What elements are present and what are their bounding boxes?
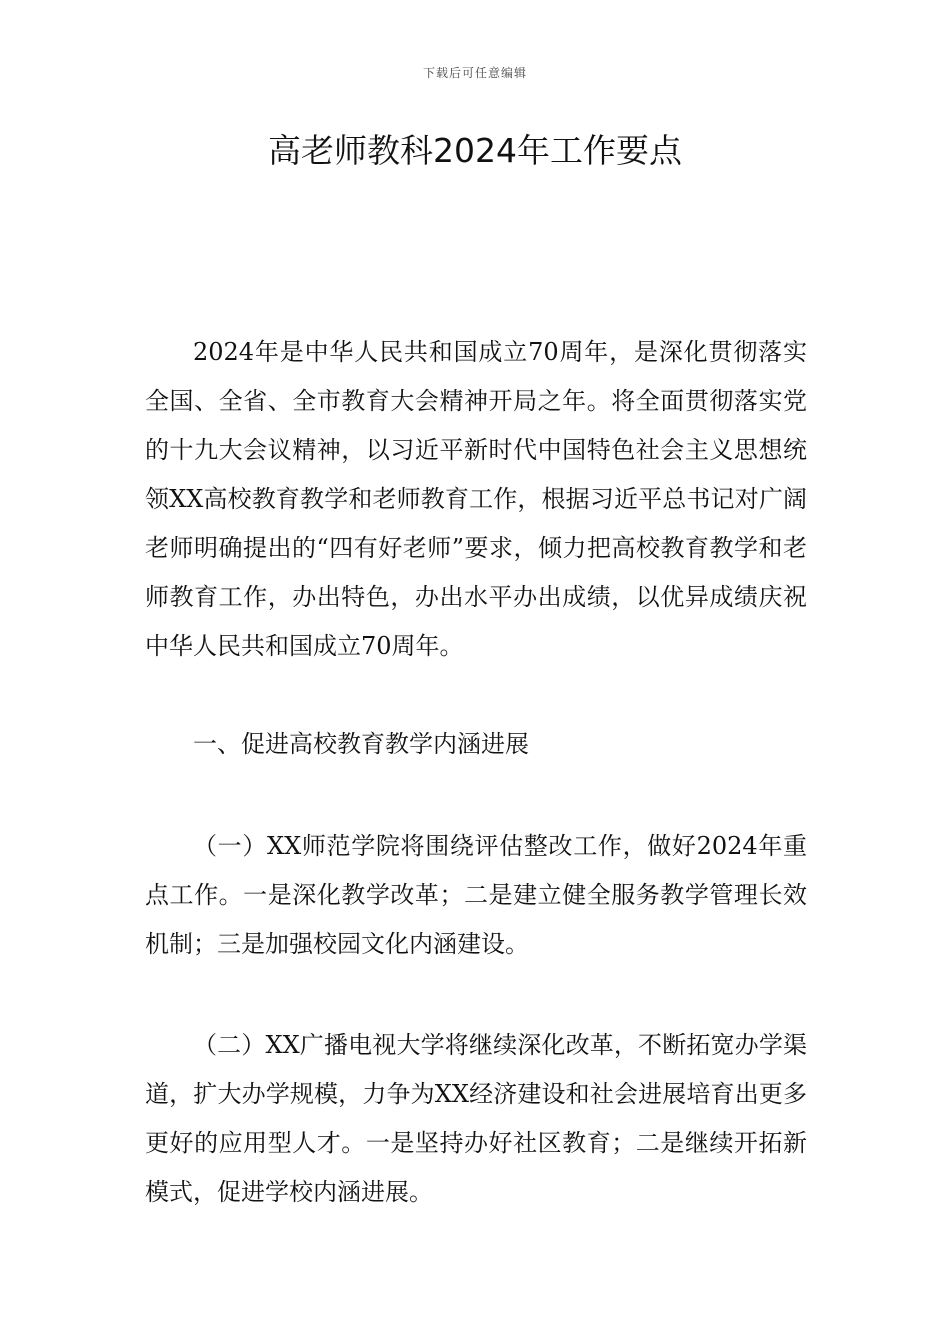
item-2-text: （二）XX广播电视大学将继续深化改革，不断拓宽办学渠道，扩大办学规模，力争为XX经济建设和社会进展培育出更多更好的应用型人才。一是坚持办好社区教育；二是继续开拓新模式，促进学校内涵进展。 [145, 1031, 807, 1206]
section-heading [145, 720, 807, 769]
section-heading-text: 一、促进高校教育教学内涵进展 [193, 730, 529, 758]
header-note: 下载后可任意编辑 [422, 66, 527, 80]
intro-text: 2024年是中华人民共和国成立70周年，是深化贯彻落实全国、全省、全市教育大会精神开局之年。将全面贯彻落实党的十九大会议精神，以习近平新时代中国特色社会主义思想统领XX高校教育教学和老师教育工作，根据习近平总书记对广阔老师明确提出的“四有好老师”要求，倾力把高校教育教学和老师教育工作，办出特色，办出水平办出成绩，以优异成绩庆祝中华人民共和国成立70周年。 [145, 338, 807, 660]
item-paragraph-1 [145, 822, 807, 969]
item-1-text: （一）XX师范学院将围绕评估整改工作，做好2024年重点工作。一是深化教学改革；二是建立健全服务教学管理长效机制；三是加强校园文化内涵建设。 [145, 832, 807, 958]
intro-paragraph [145, 328, 807, 671]
page-title: 高老师教科2024年工作要点 [268, 131, 682, 170]
item-paragraph-2 [145, 1021, 807, 1217]
